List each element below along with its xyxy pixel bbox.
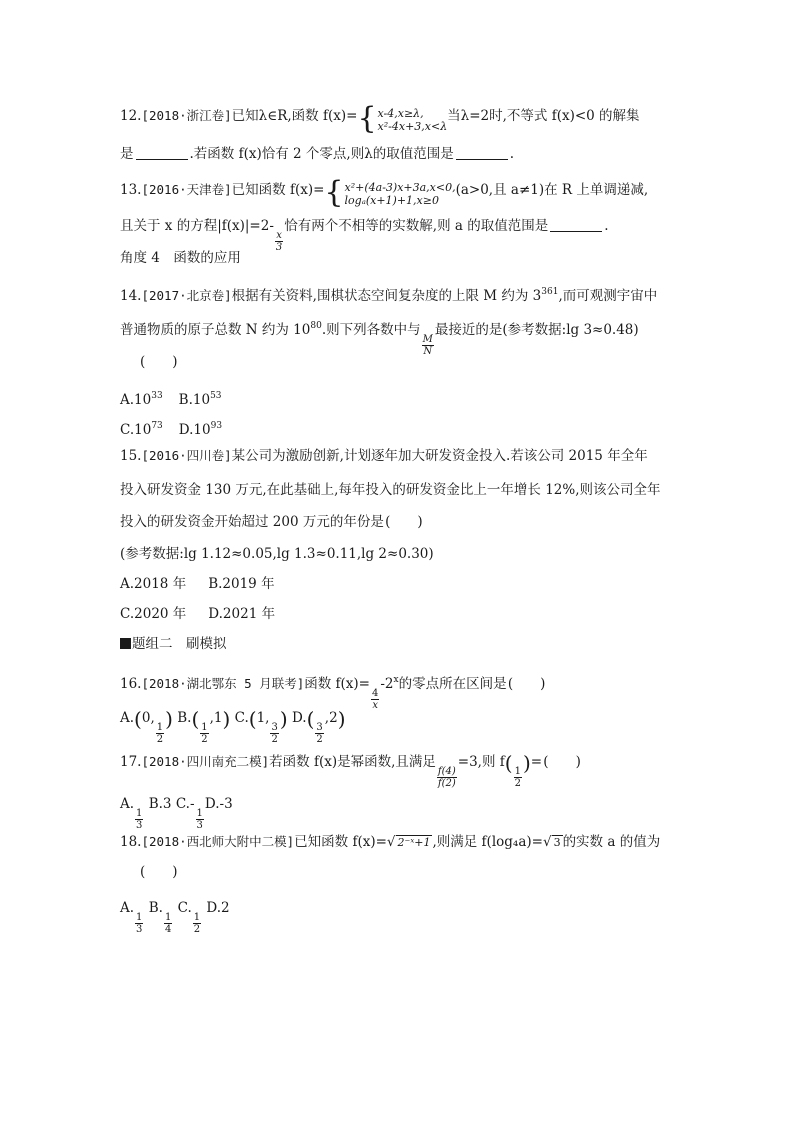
option-d: D.10 — [178, 422, 211, 438]
option-a: A.10 — [120, 392, 152, 408]
question-15-line-1: 15.[2016·四川卷]某公司为激励创新,计划逐年加大研发资金投入.若该公司 2015 年全年 — [120, 448, 648, 464]
question-13-line-2: 且关于 x 的方程|f(x)|=2- $\frac{x}{3}$ 恰有两个不相等的实数解,则 a 的取值范围是 . — [120, 218, 609, 253]
option-a: A. — [120, 796, 135, 812]
option-d: D.-3 — [204, 796, 233, 812]
question-number: 18. — [120, 834, 142, 850]
option-b: B. — [177, 710, 192, 726]
answer-paren: ( ) — [543, 754, 581, 770]
sqrt-expression: 3 — [553, 836, 561, 849]
options-row — [120, 604, 275, 624]
answer-blank — [550, 217, 602, 232]
question-number: 13. — [120, 182, 142, 198]
answer-paren: ( ) — [385, 514, 423, 530]
option-c: C. — [234, 710, 249, 726]
square-bullet-icon — [120, 638, 131, 649]
option-d: D. — [291, 710, 307, 726]
option-a: A. — [120, 900, 135, 916]
option-d: D.2 — [206, 900, 230, 916]
question-15-line-3: 投入的研发资金开始超过 200 万元的年份是( ) — [120, 514, 423, 530]
question-16-line-1: 16.[2018·湖北鄂东 5 月联考]函数 f(x)= $\frac{4}{x}$ -2$^x$的零点所在区间是( ) — [120, 675, 546, 711]
question-source: [2016·四川卷] — [141, 448, 232, 463]
question-number: 17. — [120, 754, 142, 770]
section-heading: 角度 4 函数的应用 — [120, 250, 241, 266]
answer-paren: ( ) — [140, 354, 178, 370]
reference-data: (参考数据:lg 1.12≈0.05,lg 1.3≈0.11,lg 2≈0.30) — [120, 546, 434, 562]
option-c: C.2020 年 — [120, 606, 187, 622]
piecewise-brace: { — [357, 101, 377, 136]
question-12-line-2: 是 .若函数 f(x)恰有 2 个零点,则λ的取值范围是 . — [120, 146, 515, 162]
group-heading: 题组二 刷模拟 — [120, 634, 227, 654]
question-source: [2018·四川南充二模] — [141, 754, 270, 769]
options-row: $C.10^{73}$ $D.10^{93}$ — [120, 421, 223, 438]
options-row: A.(0, $\frac{1}{2}$ ) B.( $\frac{1}{2}$ ,1) C.(1, $\frac{3}{2}$ ) D.( $\frac{3}{2}$ ,2) — [120, 707, 346, 745]
piecewise-cases: x-4,x≥λ, x²-4x+3,x<λ — [377, 107, 448, 133]
sqrt-expression: 2⁻ˣ+1 — [397, 836, 431, 849]
question-15-line-2: 投入研发资金 130 万元,在此基础上,每年投入的研发资金比上一年增长 12%,则该公司全年 — [120, 482, 661, 498]
question-number: 14. — [120, 288, 142, 304]
answer-paren: ( ) — [507, 676, 546, 692]
options-row: A. $\frac{1}{3}$ B.3 C.- $\frac{1}{3}$ D.-3 — [120, 796, 233, 831]
question-source: [2018·湖北鄂东 5 月联考] — [141, 676, 305, 691]
question-number: 16. — [120, 676, 142, 692]
option-b: B.10 — [178, 392, 211, 408]
option-b: B. — [148, 900, 163, 916]
piecewise-brace: { — [324, 175, 344, 210]
option-a: A. — [120, 710, 135, 726]
question-14-line-2: 普通物质的原子总数 N 约为 $10^{80}$.则下列各数中与 $\frac{M}{N}$ 最接近的是(参考数据:lg 3≈0.48) — [120, 321, 639, 357]
question-number: 15. — [120, 448, 142, 464]
option-d: D.2021 年 — [208, 606, 276, 622]
question-14-line-1: 14.[2017·北京卷]根据有关资料,围棋状态空间复杂度的上限 M 约为 $3^{361}$,而可观测宇宙中 — [120, 287, 658, 304]
question-source: [2018·浙江卷] — [141, 108, 232, 123]
fraction: $\frac{4}{x}$ — [372, 688, 379, 711]
answer-blank — [136, 145, 188, 160]
question-17-line-1: 17.[2018·四川南充二模]若函数 f(x)是幂函数,且满足 $\frac{f(4)}{f(2)}$ =3,则 f( $\frac{1}{2}$ )=( ) — [120, 751, 581, 789]
question-source: [2016·天津卷] — [141, 182, 232, 197]
option-b: B.3 — [148, 796, 172, 812]
option-a: A.2018 年 — [120, 576, 187, 592]
question-12-line-1: 12.[2018·浙江卷]已知λ∈R,函数 f(x)={ x-4,x≥λ, x²-4x+3,x<λ 当λ=2时,不等式 f(x)<0 的解集 — [120, 101, 640, 136]
options-row — [120, 574, 275, 594]
fraction: $\frac{f(4)}{f(2)}$ — [437, 766, 456, 789]
option-c: C. — [177, 900, 192, 916]
fraction: $\frac{x}{3}$ — [275, 230, 283, 253]
options-row: $A.10^{33}$ $B.10^{53}$ — [120, 391, 222, 408]
question-number: 12. — [120, 108, 142, 124]
answer-blank — [456, 145, 508, 160]
options-row: A. $\frac{1}{3}$ B. $\frac{1}{4}$ C. $\frac{1}{2}$ D.2 — [120, 900, 230, 935]
question-13-line-1: 13.[2016·天津卷]已知函数 f(x)={ x²+(4a-3)x+3a,x<0, logₐ(x+1)+1,x≥0 (a>0,且 a≠1)在 R 上单调递减, — [120, 175, 649, 210]
question-source: [2018·西北师大附中二模] — [141, 834, 295, 849]
question-source: [2017·北京卷] — [141, 288, 232, 303]
option-c: C.- — [175, 796, 195, 812]
option-b: B.2019 年 — [208, 576, 275, 592]
question-18-line-1: 18.[2018·西北师大附中二模]已知函数 f(x)=√ 2⁻ˣ+1 ,则满足 f(log₄a)=√ 3 的实数 a 的值为 — [120, 834, 661, 850]
piecewise-cases: x²+(4a-3)x+3a,x<0, logₐ(x+1)+1,x≥0 — [344, 181, 456, 207]
fraction: $\frac{M}{N}$ — [422, 334, 433, 357]
option-c: C.10 — [120, 422, 152, 438]
answer-paren: ( ) — [140, 864, 178, 880]
